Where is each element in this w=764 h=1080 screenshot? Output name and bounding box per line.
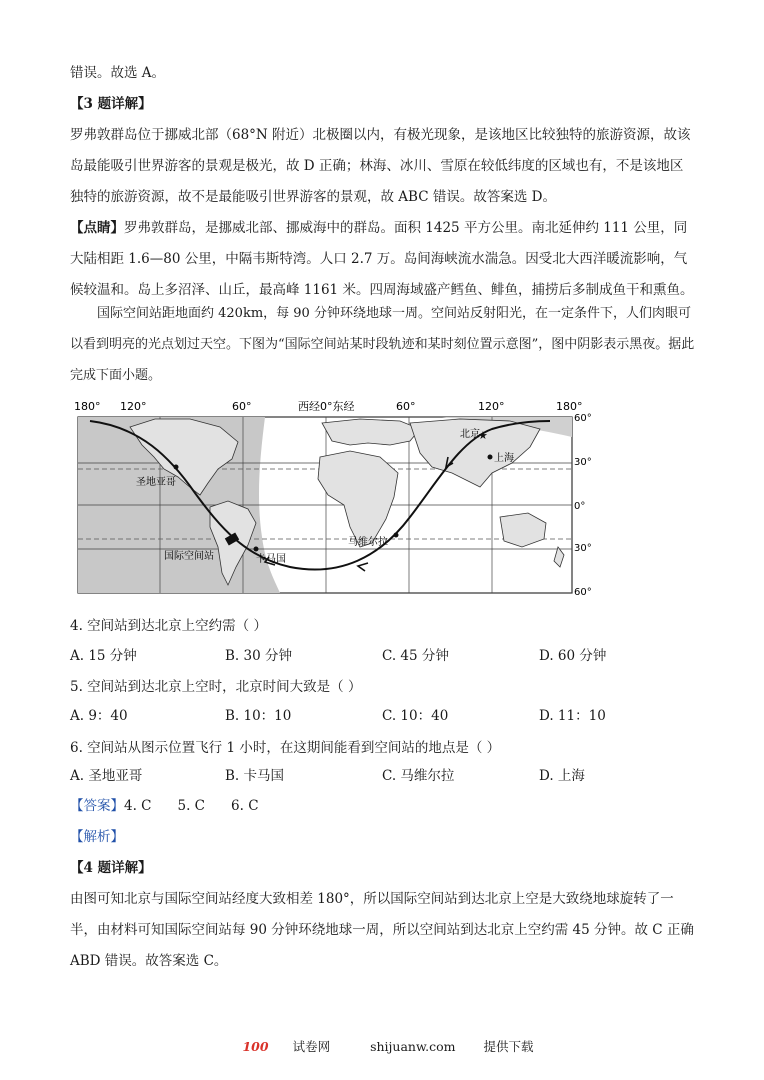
sandiego-label: 圣地亚哥 xyxy=(136,477,176,488)
site-name: 试卷网 xyxy=(292,1039,331,1054)
answer-value: 6. C xyxy=(231,798,259,814)
q4-explanation: 由图可知北京与国际空间站经度大致相差 180°，所以国际空间站到达北京上空是大致绕地球旋转了一半，由材料可知国际空间站每 90 分钟环绕地球一周，所以空间站到达北京上空约需 45 分钟。故 C 正确 ABD 错误。故答案选 C。 xyxy=(70,891,694,969)
q4-option-b: B. 30 分钟 xyxy=(225,648,292,664)
lon-label: 60° xyxy=(232,400,252,413)
answer-line xyxy=(70,791,696,822)
question-4-stem: 4. 空间站到达北京上空约需（ ） xyxy=(70,618,267,634)
lat-label: 60° xyxy=(574,413,592,424)
shanghai-marker xyxy=(488,455,493,460)
site-brand[interactable] xyxy=(230,1039,342,1054)
q5-option-c: C. 10：40 xyxy=(382,708,449,724)
site-domain[interactable]: shijuanw.com xyxy=(370,1039,456,1054)
lon-label: 180° xyxy=(74,400,101,413)
tip-paragraph xyxy=(70,213,696,306)
q4-option-c: C. 45 分钟 xyxy=(382,648,449,664)
answer-value: 5. C xyxy=(177,798,206,814)
page-footer xyxy=(0,1037,764,1055)
sandiego-marker xyxy=(174,465,179,470)
kamaguo-label: 卡马国 xyxy=(256,554,286,565)
q4-heading: 【4 题详解】 xyxy=(70,860,152,876)
answer-value: 4. C xyxy=(124,798,152,814)
iss-label: 国际空间站 xyxy=(164,551,214,562)
q4-option-a: A. 15 分钟 xyxy=(70,648,137,664)
lon-label: 西经0°东经 xyxy=(298,400,355,413)
q6-option-d: D. 上海 xyxy=(539,768,585,784)
maputo-marker xyxy=(394,533,399,538)
q5-option-d: D. 11：10 xyxy=(539,708,606,724)
lon-label: 120° xyxy=(120,400,147,413)
shanghai-label: 上海 xyxy=(494,453,514,464)
beijing-star-icon: ★ xyxy=(478,429,488,442)
lat-label: 30° xyxy=(574,543,592,554)
q6-option-b: B. 卡马国 xyxy=(225,768,285,784)
q4-option-d: D. 60 分钟 xyxy=(539,648,607,664)
site-logo: 100 xyxy=(242,1039,269,1054)
analysis-label: 【解析】 xyxy=(70,829,124,845)
material-paragraph: 国际空间站距地面约 420km，每 90 分钟环绕地球一周。空间站反射阳光，在一定条件下，人们肉眼可以看到明亮的光点划过天空。下图为“国际空间站某时段轨迹和某时刻位置示意图”，图中阴影表示黑夜。据此完成下面小题。 xyxy=(70,306,695,383)
lat-label: 60° xyxy=(574,587,592,598)
site-slogan: 提供下载 xyxy=(483,1039,534,1054)
question-5-stem: 5. 空间站到达北京上空时，北京时间大致是（ ） xyxy=(70,679,362,695)
intro-tail: 错误。故选 A。 xyxy=(70,65,166,81)
question-6-stem: 6. 空间站从图示位置飞行 1 小时，在这期间能看到空间站的地点是（ ） xyxy=(70,740,501,756)
iss-orbit-map xyxy=(60,397,600,607)
q6-option-a: A. 圣地亚哥 xyxy=(70,768,143,784)
tip-label: 【点睛】 xyxy=(70,220,124,236)
q3-heading: 【3 题详解】 xyxy=(70,96,152,112)
lon-label: 120° xyxy=(478,400,505,413)
lon-label: 180° xyxy=(556,400,583,413)
q5-option-b: B. 10：10 xyxy=(225,708,292,724)
lon-label: 60° xyxy=(396,400,416,413)
maputo-label: 马维尔拉 xyxy=(348,537,388,548)
kamaguo-marker xyxy=(254,547,259,552)
answer-label: 【答案】 xyxy=(70,798,124,814)
q3-explanation: 罗弗敦群岛位于挪威北部（68°N 附近）北极圈以内，有极光现象，是该地区比较独特的旅游资源，故该岛最能吸引世界游客的景观是极光，故 D 正确；林海、冰川、雪原在较低纬度的区域也有，不是该地区独特的旅游资源，故不是最能吸引世界游客的景观，故 ABC 错误。故答案选 D。 xyxy=(70,127,691,205)
lat-label: 30° xyxy=(574,457,592,468)
q5-option-a: A. 9：40 xyxy=(70,708,128,724)
q6-option-c: C. 马维尔拉 xyxy=(382,768,455,784)
lat-label: 0° xyxy=(574,501,586,512)
beijing-label: 北京 xyxy=(460,429,480,440)
tip-body: 罗弗敦群岛，是挪威北部、挪威海中的群岛。面积 1425 平方公里。南北延伸约 111 公里，同大陆相距 1.6—80 公里，中隔韦斯特湾。人口 2.7 万。岛间海峡流水湍急。因受北大西洋暖流影响，气候较温和。岛上多沼泽、山丘，最高峰 1161 米。四周海域盛产鳕鱼、鲱鱼，捕捞后多制成鱼干和熏鱼。 xyxy=(70,220,694,298)
